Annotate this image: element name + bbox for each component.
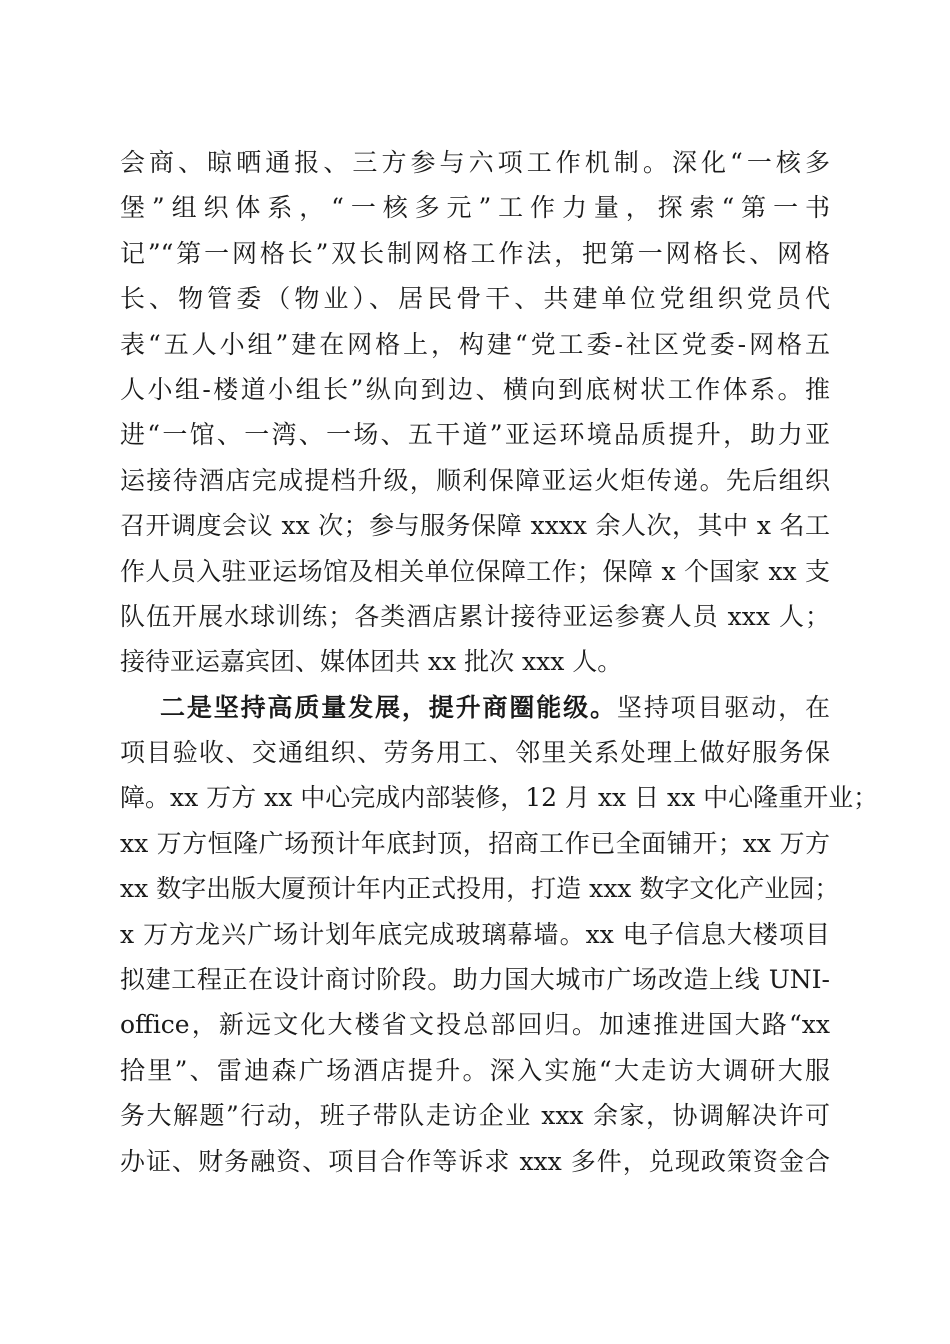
text-line: 表“五人小组”建在网格上，构建“党工委-社区党委-网格五 <box>120 329 830 359</box>
text-line: 拟建工程正在设计商讨阶段。助力国大城市广场改造上线 UNI- <box>120 965 830 995</box>
text-line: 接待亚运嘉宾团、媒体团共 xx 批次 xxx 人。 <box>120 647 623 677</box>
text-line: 障。xx 万方 xx 中心完成内部装修，12 月 xx 日 xx 中心隆重开业； <box>120 783 879 813</box>
text-line: 办证、财务融资、项目合作等诉求 xxx 多件，兑现政策资金合 <box>120 1146 830 1176</box>
text-line: 进“一馆、一湾、一场、五干道”亚运环境品质提升，助力亚 <box>120 420 830 450</box>
text-line: xx 数字出版大厦预计年内正式投用，打造 xxx 数字文化产业园； <box>120 874 840 904</box>
text-line: 务大解题”行动，班子带队走访企业 xxx 余家，协调解决许可 <box>120 1101 830 1131</box>
text-line: 拾里”、雷迪森广场酒店提升。深入实施“大走访大调研大服 <box>120 1055 830 1085</box>
paragraph2-first-rest: 坚持项目驱动，在 <box>616 692 830 722</box>
text-line: x 万方龙兴广场计划年底完成玻璃幕墙。xx 电子信息大楼项目 <box>120 919 830 949</box>
paragraph2-first-line <box>120 685 830 730</box>
text-line: 长、物管委（物业）、居民骨干、共建单位党组织党员代 <box>120 284 830 314</box>
text-line: 运接待酒店完成提档升级，顺利保障亚运火炬传递。先后组织 <box>120 465 830 495</box>
text-line: 堡”组织体系，“一核多元”工作力量，探索“第一书 <box>120 193 830 223</box>
text-line: xx 万方恒隆广场预计年底封顶，招商工作已全面铺开；xx 万方 <box>120 828 830 858</box>
text-line: 作人员入驻亚运场馆及相关单位保障工作；保障 x 个国家 xx 支 <box>120 556 830 586</box>
text-line: office，新远文化大楼省文投总部回归。加速推进国大路“xx <box>120 1010 830 1040</box>
text-line: 会商、晾晒通报、三方参与六项工作机制。深化“一核多 <box>120 148 830 177</box>
document-body <box>120 140 879 1184</box>
text-line: 项目验收、交通组织、劳务用工、邻里关系处理上做好服务保 <box>120 738 830 768</box>
text-line: 记”“第一网格长”双长制网格工作法，把第一网格长、网格 <box>120 238 830 268</box>
text-line: 人小组-楼道小组长”纵向到边、横向到底树状工作体系。推 <box>120 374 830 404</box>
paragraph2-heading: 二是坚持高质量发展，提升商圈能级。 <box>160 692 617 722</box>
text-line: 召开调度会议 xx 次；参与服务保障 xxxx 余人次，其中 x 名工 <box>120 511 830 541</box>
text-line: 队伍开展水球训练；各类酒店累计接待亚运参赛人员 xxx 人； <box>120 601 830 631</box>
